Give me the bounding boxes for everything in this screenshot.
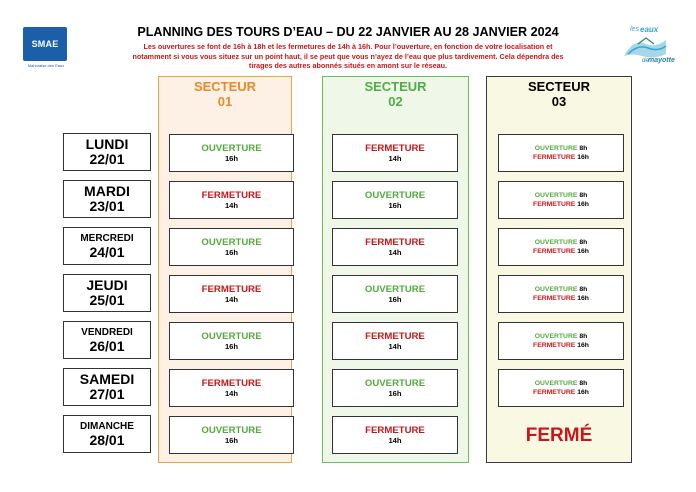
open-label: OUVERTURE <box>534 286 578 293</box>
status-label: OUVERTURE <box>201 424 262 436</box>
open-label: OUVERTURE <box>534 145 578 152</box>
day-date: 24/01 <box>89 243 125 260</box>
status-time: 16h <box>388 388 402 398</box>
notice-line-3: tirages des autres abonnés situés en amont sur le réseau. <box>248 61 448 71</box>
day-date: 27/01 <box>89 386 125 402</box>
status-label: OUVERTURE <box>201 142 262 154</box>
day-thursday <box>63 274 151 312</box>
status-time: 14h <box>388 341 402 351</box>
status-label: FERMETURE <box>365 424 425 436</box>
day-date: 25/01 <box>89 292 125 308</box>
notice-text <box>94 42 602 71</box>
status-time: 14h <box>224 200 239 210</box>
close-label: FERMETURE <box>533 295 576 302</box>
sector-1-number: 01 <box>217 94 233 109</box>
status-label: OUVERTURE <box>364 283 426 295</box>
notice-line-1: Les ouvertures se font de 16h à 18h et les fermetures de 14h à 16h. Pour l’ouverture, en fonction de votre localisation et <box>143 42 553 51</box>
status-time: 14h <box>224 294 239 304</box>
close-time: 16h <box>577 248 589 255</box>
open-label: OUVERTURE <box>534 333 578 340</box>
open-time: 8h <box>579 286 588 293</box>
close-time: 16h <box>577 295 589 302</box>
sector-3-closed-label: FERMÉ <box>525 425 593 446</box>
sector-2-label: SECTEUR <box>364 79 427 94</box>
sector-3-label: SECTEUR <box>527 79 591 94</box>
open-label: OUVERTURE <box>534 239 578 246</box>
close-line <box>533 294 589 303</box>
status-label: FERMETURE <box>365 330 425 342</box>
status-time: 16h <box>224 153 239 163</box>
open-line <box>535 191 588 200</box>
open-time: 8h <box>579 239 588 246</box>
day-name: VENDREDI <box>81 326 133 338</box>
status-time: 14h <box>388 153 402 163</box>
sector-3-cell <box>498 322 624 360</box>
close-line <box>533 200 589 209</box>
sector-3-cell <box>498 228 624 266</box>
close-label: FERMETURE <box>533 248 576 255</box>
close-label: FERMETURE <box>533 389 576 396</box>
logo-word-de: de <box>642 58 649 64</box>
sector-2-cell <box>332 416 458 454</box>
status-label: FERMETURE <box>201 283 262 295</box>
status-label: FERMETURE <box>365 236 425 248</box>
day-name: LUNDI <box>85 136 129 152</box>
day-date: 22/01 <box>89 151 125 167</box>
sector-3-title <box>486 79 632 109</box>
open-line <box>535 332 588 341</box>
sector-2-cell <box>332 369 458 407</box>
close-line <box>533 341 589 350</box>
sector-2-number: 02 <box>388 94 403 109</box>
day-sunday <box>63 415 151 453</box>
open-label: OUVERTURE <box>534 192 578 199</box>
day-wednesday <box>63 227 151 265</box>
open-line <box>535 285 588 294</box>
sector-3-cell <box>498 369 624 407</box>
day-name: SAMEDI <box>79 371 135 387</box>
logo-word-eaux: eaux <box>640 25 659 34</box>
open-label: OUVERTURE <box>534 380 578 387</box>
status-time: 16h <box>224 341 239 351</box>
day-name: JEUDI <box>86 277 128 293</box>
status-time: 16h <box>224 247 239 257</box>
sector-3-cell <box>498 275 624 313</box>
close-label: FERMETURE <box>533 154 576 161</box>
open-time: 8h <box>579 192 588 199</box>
day-friday <box>63 321 151 359</box>
close-time: 16h <box>577 154 589 161</box>
status-time: 14h <box>224 388 239 398</box>
sector-2-cell <box>332 228 458 266</box>
sector-1-label: SECTEUR <box>193 79 257 94</box>
close-time: 16h <box>577 342 589 349</box>
close-line <box>533 388 589 397</box>
sector-1-cell <box>169 322 294 360</box>
close-time: 16h <box>577 389 589 396</box>
open-time: 8h <box>579 145 588 152</box>
sector-3-cell <box>498 134 624 172</box>
sector-1-cell <box>169 181 294 219</box>
logo-word-les: les <box>630 26 639 33</box>
status-time: 14h <box>388 435 402 445</box>
status-label: OUVERTURE <box>201 236 262 248</box>
day-date: 26/01 <box>89 337 125 354</box>
status-label: OUVERTURE <box>364 377 426 389</box>
open-time: 8h <box>579 333 588 340</box>
day-tuesday <box>63 180 151 218</box>
close-line <box>533 247 589 256</box>
sector-1-cell <box>169 134 294 172</box>
sector-2-cell <box>332 275 458 313</box>
open-line <box>535 379 588 388</box>
smae-logo-subtitle: Mahoraise des Eaux <box>27 63 65 68</box>
day-saturday <box>63 368 151 406</box>
day-date: 23/01 <box>89 198 125 214</box>
status-time: 16h <box>388 200 402 210</box>
smae-logo-mark: SMAE <box>23 27 67 61</box>
status-time: 16h <box>388 294 402 304</box>
status-label: OUVERTURE <box>364 189 426 201</box>
sector-1-title <box>158 79 292 109</box>
sector-1-cell <box>169 275 294 313</box>
sector-3-cell <box>498 181 624 219</box>
sector-2-title <box>322 79 469 109</box>
sector-3-number: 03 <box>551 94 567 109</box>
status-label: FERMETURE <box>201 189 262 201</box>
status-time: 16h <box>224 435 239 445</box>
sector-1-cell <box>169 369 294 407</box>
sector-2-cell <box>332 134 458 172</box>
logo-word-mayotte: mayotte <box>648 57 675 64</box>
page-title: PLANNING DES TOURS D’EAU – DU 22 JANVIER AU 28 JANVIER 2024 <box>137 25 559 39</box>
close-time: 16h <box>577 201 589 208</box>
status-label: FERMETURE <box>201 377 262 389</box>
day-name: DIMANCHE <box>80 420 134 432</box>
sector-1-cell <box>169 228 294 266</box>
day-date: 28/01 <box>89 431 125 448</box>
close-line <box>533 153 589 162</box>
close-label: FERMETURE <box>533 342 576 349</box>
sector-1-cell <box>169 416 294 454</box>
day-name: MERCREDI <box>80 232 134 244</box>
status-label: OUVERTURE <box>201 330 262 342</box>
open-time: 8h <box>579 380 588 387</box>
day-monday <box>63 133 151 171</box>
notice-line-2: notamment si vous vous situez sur un point haut, il se peut que vous n’ayez de l’eau que plus tardivement. Cela dépendra des <box>132 51 564 61</box>
close-label: FERMETURE <box>533 201 576 208</box>
status-label: FERMETURE <box>365 142 425 154</box>
sector-2-cell <box>332 322 458 360</box>
status-time: 14h <box>388 247 402 257</box>
sector-2-cell <box>332 181 458 219</box>
open-line <box>535 238 588 247</box>
day-name: MARDI <box>84 183 130 199</box>
open-line <box>535 144 588 153</box>
